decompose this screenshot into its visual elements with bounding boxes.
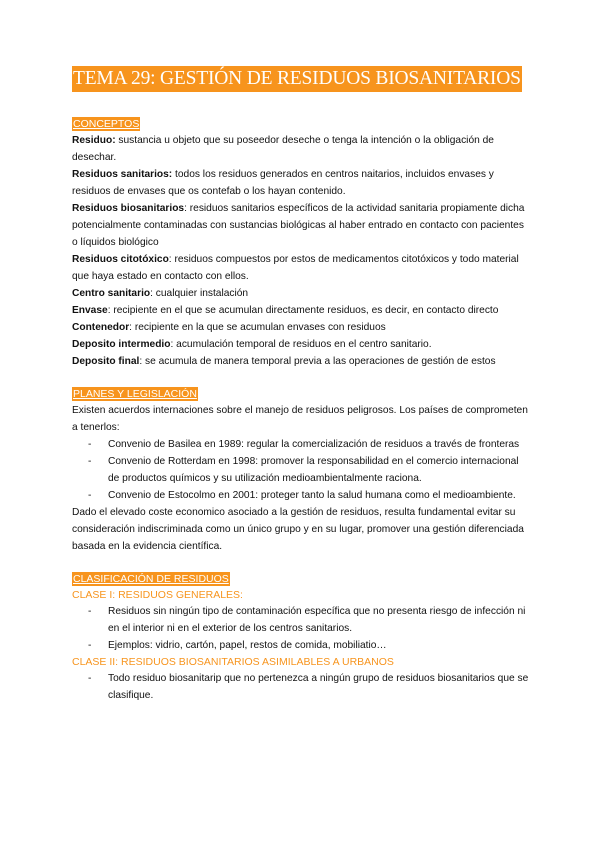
definition-text: : residuos compuestos por estos de medicamentos citotóxicos y todo material que haya estado en contacto con ellos.	[72, 254, 519, 282]
conceptos-heading: CONCEPTOS	[73, 118, 140, 130]
definition-text: : se acumula de manera temporal previa a las operaciones de gestión de estos	[139, 356, 496, 367]
dash-bullet: -	[88, 490, 92, 501]
clase-1-list	[72, 603, 532, 654]
definition-term: Centro sanitario	[72, 288, 151, 299]
definition-text: : residuos sanitarios específicos de la actividad sanitaria propiamente dicha potencialmente contaminadas con sustancias biológicas al haber entrado en contacto con pacientes o líquidos biológico	[72, 203, 525, 248]
list-item-text: Convenio de Rotterdam en 1998: promover la responsabilidad en el comercio internacional de productos químicos y su utilización medioambientalmente raciona.	[108, 456, 519, 484]
definition-term: Envase	[72, 305, 108, 316]
planes-intro: Existen acuerdos internaciones sobre el manejo de residuos peligrosos. Los países de comprometen a tenerlos:	[72, 405, 528, 433]
list-item-text: Convenio de Estocolmo en 2001: proteger tanto la salud humana como el medioambiente.	[108, 490, 516, 501]
document-title: TEMA 29: GESTIÓN DE RESIDUOS BIOSANITARIOS	[72, 66, 522, 92]
definition-text: : cualquier instalación	[150, 288, 249, 299]
definition-text: sustancia u objeto que su poseedor deseche o tenga la intención o la obligación de desechar.	[72, 135, 494, 163]
conceptos-section	[72, 114, 532, 370]
planes-section	[72, 384, 532, 555]
definition-envase	[72, 302, 532, 319]
definition-text: : recipiente en el que se acumulan directamente residuos, es decir, en contacto directo	[107, 305, 499, 316]
definition-term: Deposito final	[72, 356, 140, 367]
definition-text: : acumulación temporal de residuos en el centro sanitario.	[170, 339, 432, 350]
definition-text: : recipiente en la que se acumulan envases con residuos	[129, 322, 386, 333]
definition-term: Residuos citotóxico	[72, 254, 169, 265]
dash-bullet: -	[88, 456, 92, 467]
definition-residuos-citotoxico	[72, 251, 532, 285]
dash-bullet: -	[88, 673, 92, 684]
clasificacion-heading: CLASIFICACIÓN DE RESIDUOS	[73, 573, 229, 585]
dash-bullet: -	[88, 439, 92, 450]
definition-deposito-final	[72, 353, 532, 370]
definition-term: Residuos sanitarios:	[72, 169, 173, 180]
definition-term: Residuo:	[72, 135, 116, 146]
dash-bullet: -	[88, 640, 92, 651]
clasificacion-section	[72, 569, 532, 704]
dash-bullet: -	[88, 606, 92, 617]
definition-term: Deposito intermedio	[72, 339, 171, 350]
definition-centro-sanitario	[72, 285, 532, 302]
list-item	[72, 453, 532, 487]
list-item-text: Ejemplos: vidrio, cartón, papel, restos de comida, mobiliatio…	[108, 640, 387, 651]
definition-term: Residuos biosanitarios	[72, 203, 185, 214]
clase-2-heading: CLASE II: RESIDUOS BIOSANITARIOS ASIMILABLES A URBANOS	[72, 656, 394, 668]
list-item	[72, 637, 532, 654]
clase-2-list	[72, 670, 532, 704]
definition-term: Contenedor	[72, 322, 130, 333]
planes-heading: PLANES Y LEGISLACIÓN	[73, 388, 197, 400]
clase-1-heading: CLASE I: RESIDUOS GENERALES:	[72, 589, 243, 601]
definition-residuo	[72, 132, 532, 166]
definition-residuos-biosanitarios	[72, 200, 532, 251]
definition-contenedor	[72, 319, 532, 336]
list-item	[72, 670, 532, 704]
definition-text: todos los residuos generados en centros naitarios, incluidos envases y residuos de envases que os contefab o los hayan contenido.	[72, 169, 494, 197]
list-item	[72, 436, 532, 453]
definition-deposito-intermedio	[72, 336, 532, 353]
planes-outro: Dado el elevado coste economico asociado a la gestión de residuos, resulta fundamental evitar su consideración indiscriminada como un único grupo y en su lugar, promover una gestión diferenciada basada en la evidencia científica.	[72, 507, 524, 552]
definition-residuos-sanitarios	[72, 166, 532, 200]
list-item	[72, 487, 532, 504]
list-item	[72, 603, 532, 637]
list-item-text: Residuos sin ningún tipo de contaminación específica que no presenta riesgo de infección ni en el interior ni en el exterior de los centros sanitarios.	[108, 606, 526, 634]
list-item-text: Convenio de Basilea en 1989: regular la comercialización de residuos a través de fronteras	[108, 439, 520, 450]
list-item-text: Todo residuo biosanitarip que no pertenezca a ningún grupo de residuos biosanitarios que se clasifique.	[108, 673, 529, 701]
document-page	[72, 66, 532, 718]
convenios-list	[72, 436, 532, 504]
